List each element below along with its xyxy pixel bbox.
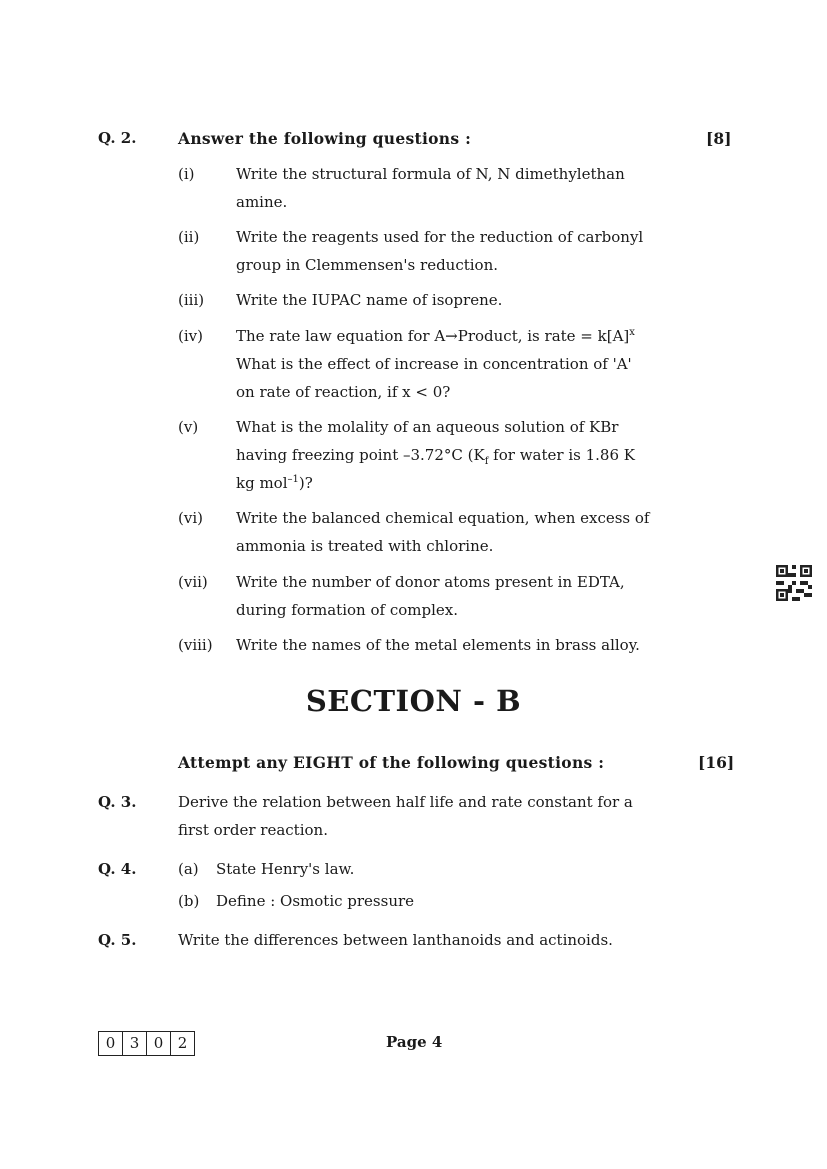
- q4-part-a-text: State Henry's law.: [216, 860, 355, 878]
- item-label: (iv): [178, 327, 203, 345]
- q4-part-b-text: Define : Osmotic pressure: [216, 892, 415, 910]
- section-b-instruction: Attempt any EIGHT of the following questions :: [178, 753, 605, 772]
- q5-text: Write the differences between lanthanoids and actinoids.: [178, 931, 613, 949]
- q4-part-b-label: (b): [178, 892, 200, 910]
- q2-marks: [8]: [706, 129, 732, 148]
- code-digit: 0: [99, 1032, 123, 1055]
- q4-number: Q. 4.: [98, 860, 137, 878]
- item-text: Write the IUPAC name of isoprene.: [236, 291, 503, 309]
- item-text: Write the number of donor atoms present in EDTA, during formation of complex.: [236, 573, 625, 619]
- item-label: (vi): [178, 509, 203, 527]
- code-digit: 3: [123, 1032, 147, 1055]
- item-label: (vii): [178, 573, 208, 591]
- code-digit: 0: [147, 1032, 171, 1055]
- q5-number: Q. 5.: [98, 931, 137, 949]
- qr-code-icon: [776, 565, 812, 605]
- section-b-title: SECTION - B: [305, 684, 522, 718]
- code-digit: 2: [177, 1034, 188, 1052]
- item-text: Write the names of the metal elements in brass alloy.: [236, 636, 640, 654]
- item-label: (iii): [178, 291, 205, 309]
- item-text: Write the balanced chemical equation, when excess of ammonia is treated with chlorine.: [236, 509, 650, 555]
- item-text: Write the structural formula of N, N dimethylethan amine.: [236, 165, 625, 211]
- section-b-marks: [16]: [698, 753, 735, 772]
- item-text: Write the reagents used for the reduction of carbonyl group in Clemmensen's reduction.: [236, 228, 644, 274]
- q2-number: Q. 2.: [98, 129, 137, 147]
- item-text: What is the molality of an aqueous solution of KBr having freezing point –3.72°C ($K_f$ for water is 1.86 K kg mol$^{-1}$)?: [236, 418, 635, 492]
- q3-text: Derive the relation between half life and rate constant for a first order reaction.: [178, 793, 633, 839]
- item-label: (ii): [178, 228, 200, 246]
- item-label: (viii): [178, 636, 213, 654]
- paper-code-box: [98, 1031, 195, 1056]
- q4-part-a-label: (a): [178, 860, 199, 878]
- q3-number: Q. 3.: [98, 793, 137, 811]
- item-label: (v): [178, 418, 199, 436]
- page-number: Page 4: [386, 1033, 443, 1051]
- item-label: (i): [178, 165, 195, 183]
- q2-heading: Answer the following questions :: [178, 129, 472, 148]
- item-text: The rate law equation for A→Product, is rate = $k[A]^x$ What is the effect of increase in concentration of 'A' on rate of reaction, if x < 0?: [236, 327, 635, 401]
